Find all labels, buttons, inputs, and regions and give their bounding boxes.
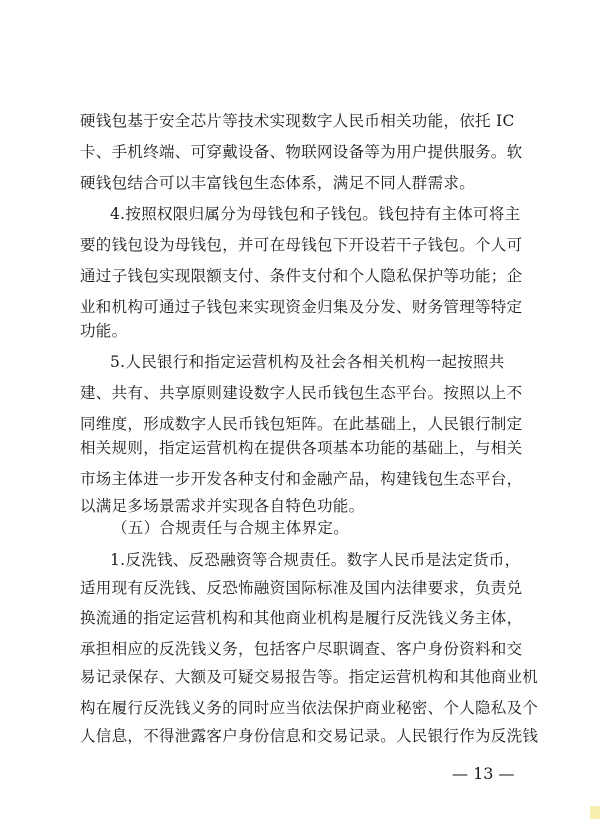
text-line: 以满足多场景需求并实现各自特色功能。	[80, 497, 365, 515]
text-line: 人信息，不得泄露客户身份信息和交易记录。人民银行作为反洗钱	[80, 727, 539, 745]
corner-mark	[590, 806, 600, 819]
section-heading: （五）合规责任与合规主体界定。	[112, 519, 350, 537]
text-line: 建、共有、共享原则建设数字人民币钱包生态平台。按照以上不	[80, 384, 523, 402]
page-number: — 13 —	[452, 764, 515, 783]
text-line: 适用现有反洗钱、反恐怖融资国际标准及国内法律要求，负责兑	[80, 579, 523, 597]
text-line: 相关规则，指定运营机构在提供各项基本功能的基础上，与相关	[80, 439, 523, 457]
text-line: 硬钱包基于安全芯片等技术实现数字人民币相关功能，依托 IC	[80, 112, 515, 130]
paragraph-1-start: 1.反洗钱、反恐融资等合规责任。数字人民币是法定货币，	[110, 551, 521, 569]
text-line: 同维度，形成数字人民币钱包矩阵。在此基础上，人民银行制定	[80, 415, 523, 433]
text-line: 构在履行反洗钱义务的同时应当依法保护商业秘密、个人隐私及个	[80, 699, 539, 717]
text-line: 功能。	[80, 322, 128, 340]
text-line: 业和机构可通过子钱包来实现资金归集及分发、财务管理等特定	[80, 298, 523, 316]
text-line: 要的钱包设为母钱包，并可在母钱包下开设若干子钱包。个人可	[80, 236, 523, 254]
text-line: 换流通的指定运营机构和其他商业机构是履行反洗钱义务主体，	[80, 609, 523, 627]
text-line: 硬钱包结合可以丰富钱包生态体系，满足不同人群需求。	[80, 174, 476, 192]
text-line: 承担相应的反洗钱义务，包括客户尽职调查、客户身份资料和交	[80, 640, 523, 658]
paragraph-4-start: 4.按照权限归属分为母钱包和子钱包。钱包持有主体可将主	[110, 205, 521, 223]
text-line: 卡、手机终端、可穿戴设备、物联网设备等为用户提供服务。软	[80, 143, 523, 161]
paragraph-5-start: 5.人民银行和指定运营机构及社会各相关机构一起按照共	[110, 353, 505, 371]
text-line: 通过子钱包实现限额支付、条件支付和个人隐私保护等功能；企	[80, 267, 523, 285]
text-line: 易记录保存、大额及可疑交易报告等。指定运营机构和其他商业机	[80, 668, 539, 686]
text-line: 市场主体进一步开发各种支付和金融产品，构建钱包生态平台，	[80, 470, 523, 488]
